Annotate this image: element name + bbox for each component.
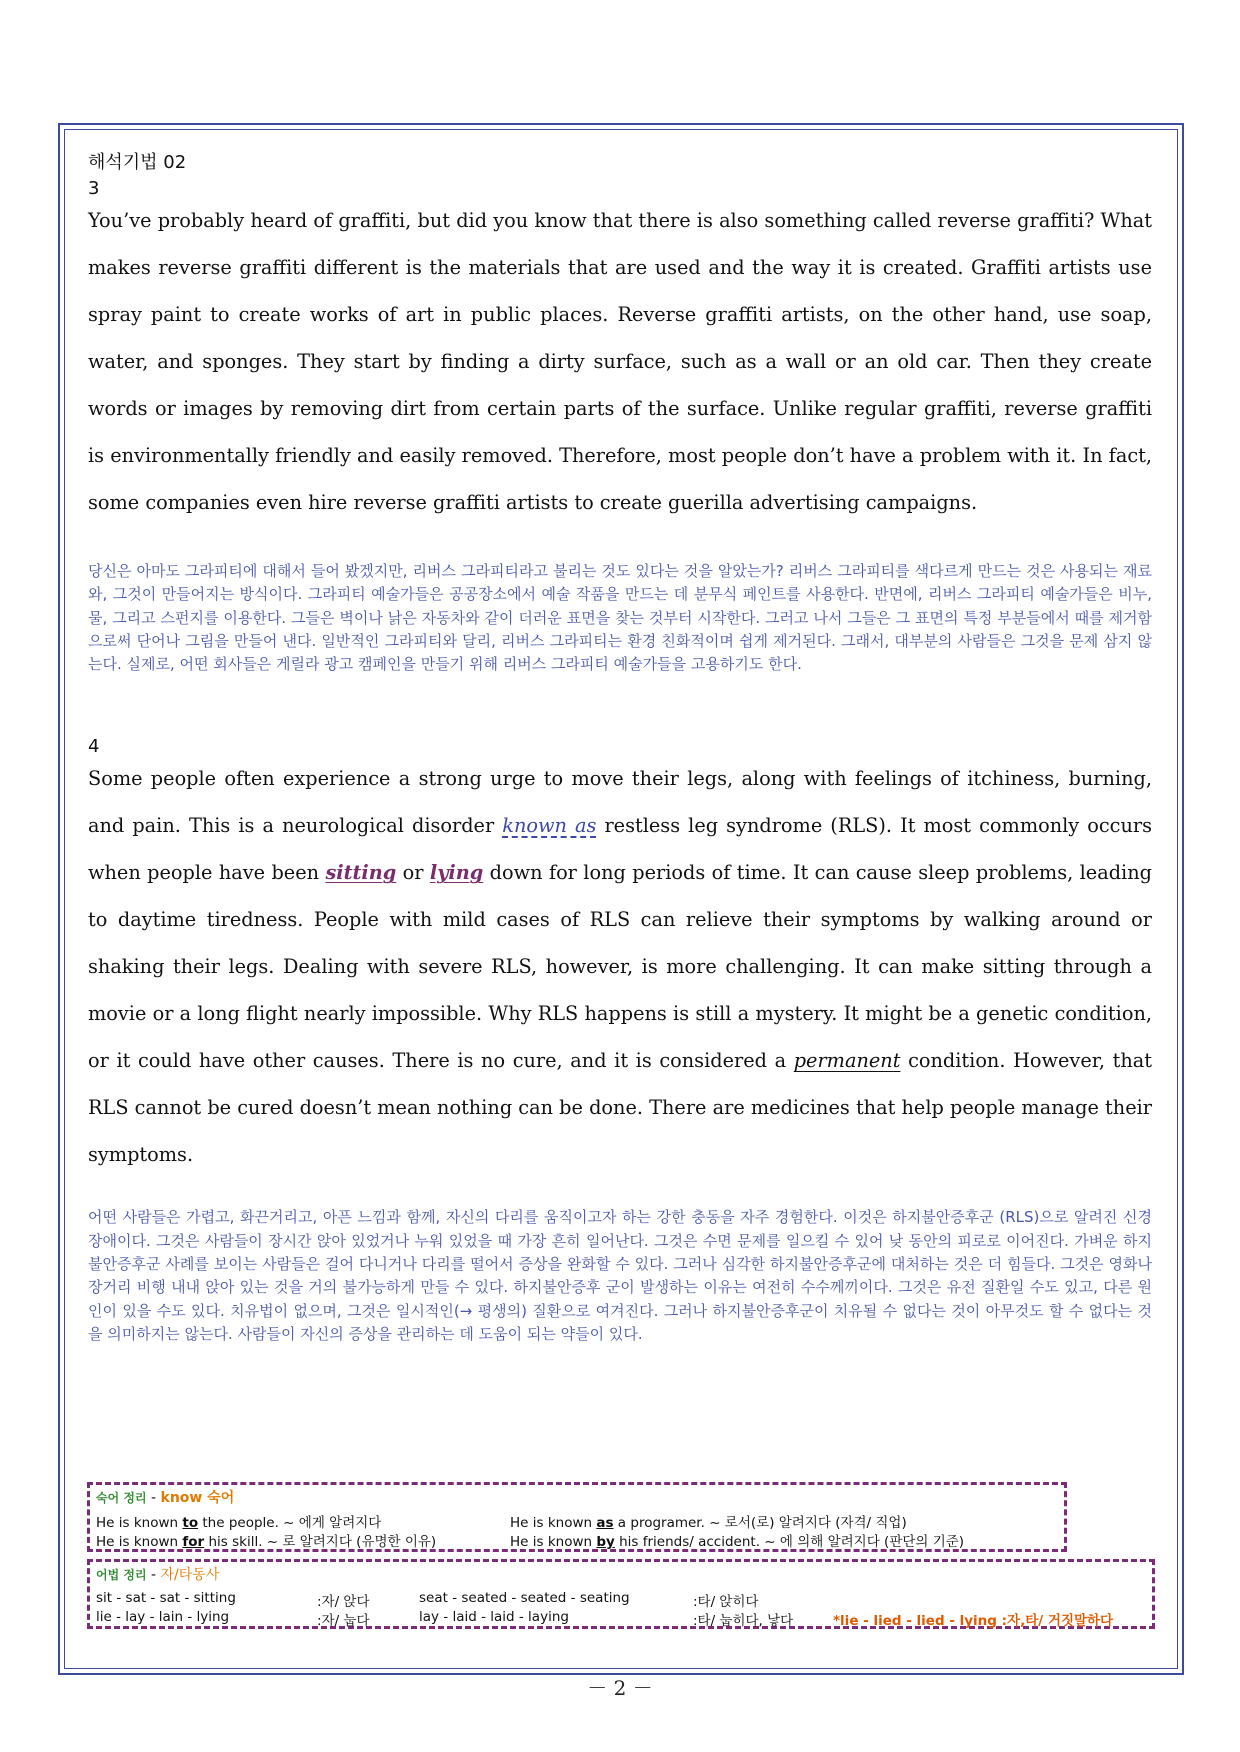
idiom-preposition: by [596, 1534, 615, 1550]
section-4-english-passage [88, 755, 1152, 1178]
grammar-box-label: 어법 정리 [96, 1568, 147, 1582]
idiom-text: He is known [96, 1515, 183, 1531]
idiom-text: the people. ~ 에게 알려지다 [198, 1515, 382, 1531]
verb-meaning: :자/ 눕다 [317, 1613, 370, 1629]
idiom-text: He is known [510, 1534, 597, 1550]
passage-text: down for long periods of time. It can cause sleep problems, leading to daytime tiredness. People with mild cases of RLS can relieve their symptoms by walking around or shaking their legs. Dealing with severe RLS, however, is more challenging. It can make sitting through a movie or a long flight nearly impossible. Why RLS happens is still a mystery. It might be a genetic condition, or it could have other causes. There is no cure, and it is considered a [88, 861, 1152, 1073]
idiom-text: He is known [96, 1534, 183, 1550]
idiom-box-heading: know 숙어 [160, 1490, 235, 1506]
document-content [88, 148, 1152, 1346]
idiom-row [510, 1511, 907, 1531]
verb-forms: sit - sat - sat - sitting [96, 1590, 236, 1606]
highlight-permanent: permanent [793, 1049, 901, 1073]
title-dash: - [151, 1490, 157, 1506]
idiom-preposition: for [182, 1534, 205, 1550]
verb-forms: lie - lay - lain - lying [96, 1609, 230, 1625]
highlight-known-as: known as [502, 814, 597, 838]
highlight-lying: lying [429, 861, 484, 885]
grammar-box-heading: 자/타동사 [160, 1567, 220, 1583]
passage-text: Some people often experience a strong urge to move their legs, along with feelings of itchiness, burning, and pain. This is a neurological disorder [88, 767, 1152, 838]
lie-note: *lie - lied - lied - lying :자,타/ 거짓말하다 [833, 1613, 1114, 1629]
idiom-row [510, 1530, 964, 1550]
page-number: － 2 － [587, 1676, 653, 1700]
idiom-text: his skill. ~ 로 알려지다 (유명한 이유) [204, 1534, 437, 1550]
idiom-summary-box [87, 1482, 1067, 1552]
section-3-korean-translation: 당신은 아마도 그라피티에 대해서 들어 봤겠지만, 리버스 그라피티라고 불리는 것도 있다는 것을 알았는가? 리버스 그라피티를 색다르게 만드는 것은 사용되는 재료와, 그것이 만들어지는 방식이다. 그라피티 예술가들은 공공장소에서 예술 작품을 만드는 데 분무식 페인트를 사용한다. 반면에, 리버스 그라피티 예술가들은 비누, 물, 그리고 스펀지를 이용한다. 그들은 벽이나 낡은 자동차와 같이 더러운 표면을 찾는 것부터 시작한다. 그러고 나서 그들은 그 표면의 특정 부분들에서 때를 제거함으로써 단어나 그림을 만들어 낸다. 일반적인 그라피티와 달리, 리버스 그라피티는 환경 친화적이며 쉽게 제거된다. 그래서, 대부분의 사람들은 그것을 문제 삼지 않는다. 실제로, 어떤 회사들은 게릴라 광고 캠페인을 만들기 위해 리버스 그라피티 예술가들을 고용하기도 한다. [88, 562, 1152, 674]
verb-forms: lay - laid - laid - laying [419, 1609, 569, 1625]
passage-text: or [396, 861, 430, 885]
idiom-text: He is known [510, 1515, 597, 1531]
passage-text: condition. However, that RLS cannot be cured doesn’t mean nothing can be done. There are medicines that help people manage their symptoms. [88, 1049, 1152, 1167]
verb-meaning: :자/ 앉다 [317, 1594, 370, 1610]
idiom-preposition: to [182, 1515, 199, 1531]
verb-meaning: :타/ 눕히다, 낳다 [693, 1613, 794, 1629]
passage-text: restless leg syndrome (RLS). It most commonly occurs when people have been [88, 814, 1153, 885]
document-header: 해석기법 02 [88, 152, 187, 173]
section-4-number: 4 [88, 736, 100, 758]
grammar-summary-box [87, 1559, 1155, 1629]
section-4-korean-translation: 어떤 사람들은 가렵고, 화끈거리고, 아픈 느낌과 함께, 자신의 다리를 움직이고자 하는 강한 충동을 자주 경험한다. 이것은 하지불안증후군 (RLS)으로 알려진 신경 장애이다. 그것은 사람들이 장시간 앉아 있었거나 누워 있었을 때 가장 흔히 일어난다. 그것은 수면 문제를 일으킬 수 있어 낮 동안의 피로로 이어진다. 가벼운 하지불안증후군 사례를 보이는 사람들은 걸어 다니거나 다리를 떨어서 증상을 완화할 수 있다. 그러나 심각한 하지불안증후군에 대처하는 것은 더 힘들다. 그것은 영화나 장거리 비행 내내 앉아 있는 것을 거의 불가능하게 만들 수 있다. 하지불안증후 군이 발생하는 이유는 여전히 수수께끼이다. 그것은 유전 질환일 수도 있고, 다른 원인이 있을 수도 있다. 치유법이 없으며, 그것은 일시적인(→ 평생의) 질환으로 여겨진다. 그러나 하지불안증후군이 치유될 수 없다는 것이 아무것도 할 수 없다는 것을 의미하지는 않는다. 사람들이 자신의 증상을 관리하는 데 도움이 되는 약들이 있다. [88, 1208, 1152, 1343]
verb-forms: seat - seated - seated - seating [419, 1590, 630, 1606]
idiom-row [96, 1511, 381, 1531]
idiom-row [96, 1530, 436, 1550]
section-3-number: 3 [88, 178, 100, 199]
verb-meaning: :타/ 앉히다 [693, 1594, 759, 1610]
title-dash: - [151, 1567, 157, 1583]
idiom-text: his friends/ accident. ~ 에 의해 알려지다 (판단의 기준) [614, 1534, 965, 1550]
idiom-box-title [96, 1487, 234, 1507]
grammar-box-title [96, 1564, 219, 1584]
idiom-box-label: 숙어 정리 [96, 1491, 147, 1505]
section-3-english-passage: You’ve probably heard of graffiti, but did you know that there is also something called reverse graffiti? What makes reverse graffiti different is the materials that are used and the way it is created. Graffiti artists use spray paint to create works of art in public places. Reverse graffiti artists, on the other hand, use soap, water, and sponges. They start by finding a dirty surface, such as a wall or an old car. Then they create words or images by removing dirt from certain parts of the surface. Unlike regular graffiti, reverse graffiti is environmentally friendly and easily removed. Therefore, most people don’t have a problem with it. In fact, some companies even hire reverse graffiti artists to create guerilla advertising campaigns. [88, 209, 1152, 514]
highlight-sitting: sitting [325, 861, 397, 885]
idiom-preposition: as [596, 1515, 614, 1531]
idiom-text: a programer. ~ 로서(로) 알려지다 (자격/ 직업) [613, 1515, 907, 1531]
